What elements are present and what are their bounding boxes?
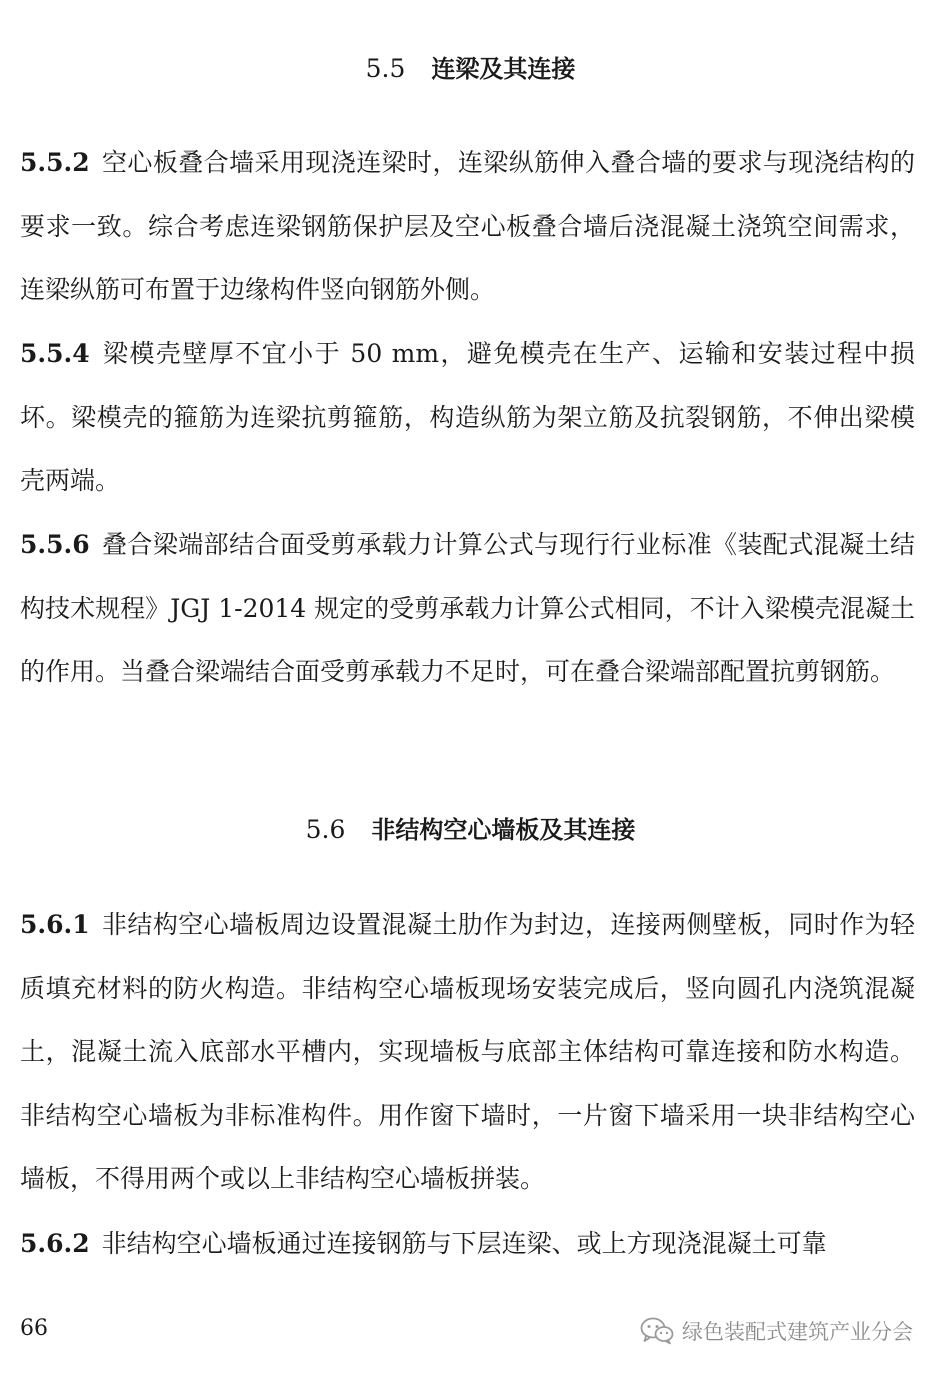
clause-5-6-2 — [20, 1212, 915, 1276]
clause-5-6-1 — [20, 893, 915, 1211]
clause-code: 5.5.2 — [20, 148, 90, 177]
section-number: 5.6 — [305, 815, 346, 844]
clause-text: 空心板叠合墙采用现浇连梁时，连梁纵筋伸入叠合墙的要求与现浇结构的要求一致。综合考虑连梁钢筋保护层及空心板叠合墙后浇混凝土浇筑空间需求，连梁纵筋可布置于边缘构件竖向钢筋外侧。 — [20, 148, 915, 304]
clause-5-5-2 — [20, 131, 915, 322]
clause-text: 梁模壳壁厚不宜小于 50 mm，避免模壳在生产、运输和安装过程中损坏。梁模壳的箍筋为连梁抗剪箍筋，构造纵筋为架立筋及抗裂钢筋，不伸出梁模壳两端。 — [20, 339, 915, 495]
clause-code: 5.6.2 — [20, 1229, 90, 1258]
clause-text: 叠合梁端部结合面受剪承载力计算公式与现行行业标准《装配式混凝土结构技术规程》JGJ 1-2014 规定的受剪承载力计算公式相同，不计入梁模壳混凝土的作用。当叠合梁端结合面受剪承载力不足时，可在叠合梁端部配置抗剪钢筋。 — [20, 530, 915, 686]
section-heading-5-5 — [0, 52, 941, 86]
watermark-text: 绿色装配式建筑产业分会 — [682, 1320, 913, 1344]
wechat-icon — [640, 1317, 674, 1345]
section-number: 5.5 — [365, 54, 406, 83]
clause-5-5-6 — [20, 513, 915, 704]
clause-text: 非结构空心墙板周边设置混凝土肋作为封边，连接两侧壁板，同时作为轻质填充材料的防火构造。非结构空心墙板现场安装完成后，竖向圆孔内浇筑混凝土，混凝土流入底部水平槽内，实现墙板与底部主体结构可靠连接和防水构造。非结构空心墙板为非标准构件。用作窗下墙时，一片窗下墙采用一块非结构空心墙板，不得用两个或以上非结构空心墙板拼装。 — [20, 910, 915, 1193]
clause-5-5-4 — [20, 322, 915, 513]
clause-text: 非结构空心墙板通过连接钢筋与下层连梁、或上方现浇混凝土可靠 — [101, 1229, 827, 1258]
clause-code: 5.5.6 — [20, 530, 90, 559]
section-heading-5-6 — [0, 813, 941, 847]
clause-code: 5.5.4 — [20, 339, 90, 368]
watermark — [640, 1316, 913, 1346]
page-number: 66 — [20, 1316, 48, 1341]
section-title: 连梁及其连接 — [431, 55, 576, 83]
section-title: 非结构空心墙板及其连接 — [371, 816, 636, 844]
clause-code: 5.6.1 — [20, 910, 90, 939]
